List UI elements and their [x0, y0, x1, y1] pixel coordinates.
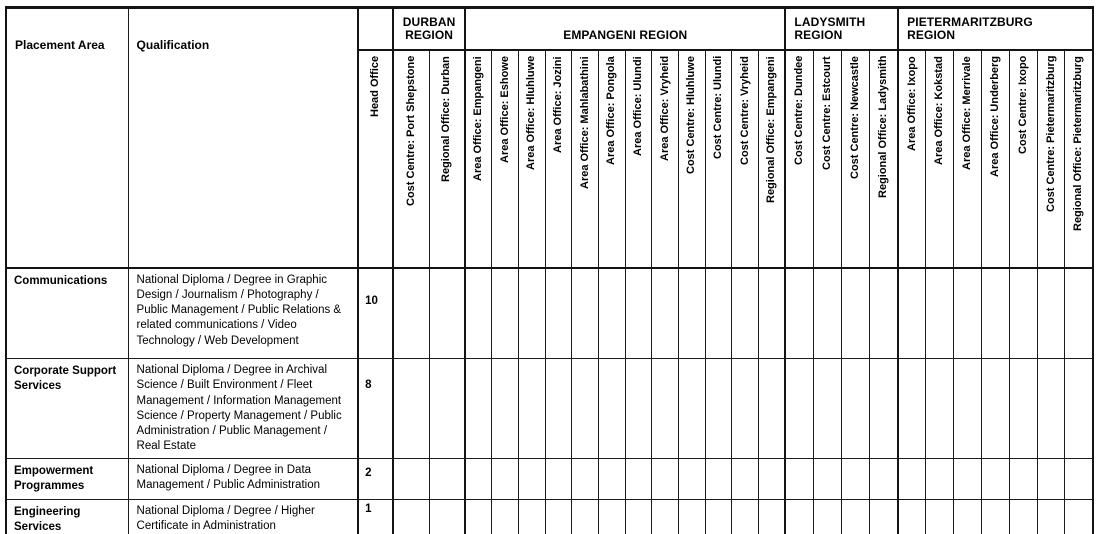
- grid-cell: [842, 268, 870, 359]
- rotated-label: Area Office: Vryheid: [658, 55, 671, 161]
- rotated-label: Cost Centre: Ixopo: [1016, 55, 1029, 154]
- grid-cell: [1037, 268, 1065, 359]
- grid-cell: [954, 268, 982, 359]
- office-column-header: [492, 50, 519, 268]
- office-column-header: [1009, 50, 1037, 268]
- grid-cell: [652, 359, 679, 459]
- grid-cell: [572, 359, 599, 459]
- grid-cell: [1037, 500, 1065, 534]
- grid-cell: [898, 359, 926, 459]
- grid-cell: [785, 359, 813, 459]
- rotated-label: Area Office: Merrivale: [961, 55, 974, 170]
- grid-cell: [625, 459, 652, 500]
- table-row: [6, 459, 1093, 500]
- grid-cell: [572, 500, 599, 534]
- grid-cell: [842, 459, 870, 500]
- grid-cell: [926, 500, 954, 534]
- office-column-header: [1037, 50, 1065, 268]
- grid-cell: [572, 268, 599, 359]
- grid-cell: [625, 359, 652, 459]
- grid-cell: [429, 500, 465, 534]
- office-column-header: [518, 50, 545, 268]
- grid-cell: [625, 268, 652, 359]
- grid-cell: [926, 459, 954, 500]
- grid-cell: [705, 459, 732, 500]
- grid-cell: [572, 459, 599, 500]
- office-column-header: [759, 50, 786, 268]
- office-column-header: [1065, 50, 1093, 268]
- rotated-label: Head Office: [369, 55, 382, 117]
- region-header-empangeni: [465, 8, 785, 50]
- office-column-header: [679, 50, 706, 268]
- grid-cell: [429, 359, 465, 459]
- rotated-label: Regional Office: Pietermaritzburg: [1072, 55, 1085, 231]
- grid-cell: [625, 500, 652, 534]
- grid-cell: [492, 500, 519, 534]
- grid-cell: [814, 500, 842, 534]
- rotated-label: Area Office: Kokstad: [933, 55, 946, 165]
- grid-cell: [518, 459, 545, 500]
- grid-cell: [954, 459, 982, 500]
- grid-cell: [518, 500, 545, 534]
- grid-cell: [954, 359, 982, 459]
- head-office-count-cell: 2: [358, 459, 393, 500]
- grid-cell: [465, 359, 492, 459]
- grid-cell: [599, 359, 626, 459]
- placement-table: [5, 6, 1094, 534]
- region-name-label: PIETERMARITZBURG REGION: [907, 14, 1033, 42]
- grid-cell: [785, 459, 813, 500]
- rotated-label: Area Office: Hluhluwe: [525, 55, 538, 170]
- grid-cell: [898, 459, 926, 500]
- rotated-label: Area Office: Empangeni: [472, 55, 485, 181]
- rotated-label: Regional Office: Empangeni: [765, 55, 778, 203]
- office-column-header: [982, 50, 1010, 268]
- grid-cell: [954, 500, 982, 534]
- grid-cell: [982, 500, 1010, 534]
- office-column-header: [572, 50, 599, 268]
- office-column-header: [652, 50, 679, 268]
- rotated-label: Area Office: Jozini: [552, 55, 564, 153]
- rotated-label: Cost Centre: Pietermaritzburg: [1044, 55, 1057, 212]
- grid-cell: [1037, 359, 1065, 459]
- placement-area-header: Placement Area: [6, 8, 128, 268]
- grid-cell: [982, 359, 1010, 459]
- qualification-cell: National Diploma / Degree in Archival Science / Built Environment / Fleet Management / Information Management Science / Property Management / Public Administration / Public Management / Real Estate: [128, 359, 358, 459]
- head-office-column-header: [358, 50, 393, 268]
- grid-cell: [1065, 268, 1093, 359]
- office-column-header: [465, 50, 492, 268]
- grid-cell: [545, 459, 572, 500]
- grid-cell: [465, 268, 492, 359]
- grid-cell: [429, 459, 465, 500]
- grid-cell: [898, 500, 926, 534]
- rotated-label: Cost Centre: Hluhluwe: [685, 55, 698, 174]
- grid-cell: [679, 459, 706, 500]
- grid-cell: [870, 459, 898, 500]
- table-row: [6, 359, 1093, 459]
- qualification-header: Qualification: [128, 8, 358, 268]
- office-column-header: [599, 50, 626, 268]
- rotated-label: Area Office: Mahlabathini: [578, 55, 591, 189]
- grid-cell: [465, 459, 492, 500]
- grid-cell: [393, 459, 429, 500]
- grid-cell: [393, 359, 429, 459]
- rotated-label: Regional Office: Durban: [440, 55, 453, 182]
- grid-cell: [898, 268, 926, 359]
- region-header-durban: [393, 8, 465, 50]
- grid-cell: [492, 268, 519, 359]
- grid-cell: [1065, 359, 1093, 459]
- rotated-label: Area Office: Underberg: [988, 55, 1001, 177]
- grid-cell: [492, 359, 519, 459]
- grid-cell: [393, 268, 429, 359]
- grid-cell: [759, 359, 786, 459]
- office-column-header: [545, 50, 572, 268]
- grid-cell: [759, 459, 786, 500]
- grid-cell: [870, 500, 898, 534]
- grid-cell: [518, 359, 545, 459]
- grid-cell: [982, 268, 1010, 359]
- grid-cell: [842, 500, 870, 534]
- placement-area-cell: Corporate Support Services: [6, 359, 128, 459]
- grid-cell: [429, 268, 465, 359]
- grid-cell: [599, 500, 626, 534]
- region-name-label: LADYSMITH REGION: [794, 14, 866, 42]
- grid-cell: [652, 459, 679, 500]
- grid-cell: [870, 359, 898, 459]
- office-column-header: [814, 50, 842, 268]
- office-column-header: [898, 50, 926, 268]
- head-office-count-cell: 1: [358, 500, 393, 534]
- grid-cell: [465, 500, 492, 534]
- region-header-ladysmith: [785, 8, 898, 50]
- grid-cell: [679, 268, 706, 359]
- office-column-header: [625, 50, 652, 268]
- grid-cell: [842, 359, 870, 459]
- placement-area-cell: Empowerment Programmes: [6, 459, 128, 500]
- grid-cell: [732, 268, 759, 359]
- grid-cell: [814, 459, 842, 500]
- grid-cell: [870, 268, 898, 359]
- office-column-header: [954, 50, 982, 268]
- rotated-label: Area Office: Ixopo: [905, 55, 918, 151]
- grid-cell: [705, 500, 732, 534]
- table-row: [6, 268, 1093, 359]
- rotated-label: Cost Centre: Estcourt: [821, 55, 834, 170]
- grid-cell: [1065, 500, 1093, 534]
- office-column-header: [705, 50, 732, 268]
- grid-cell: [652, 500, 679, 534]
- grid-cell: [545, 500, 572, 534]
- grid-cell: [732, 359, 759, 459]
- grid-cell: [599, 268, 626, 359]
- grid-cell: [518, 268, 545, 359]
- grid-cell: [545, 268, 572, 359]
- grid-cell: [1037, 459, 1065, 500]
- table-row: [6, 500, 1093, 534]
- rotated-label: Area Office: Eshowe: [498, 55, 511, 163]
- grid-cell: [492, 459, 519, 500]
- grid-cell: [705, 268, 732, 359]
- grid-cell: [732, 500, 759, 534]
- region-header-row: [6, 8, 1093, 50]
- region-name-label: EMPANGENI REGION: [563, 28, 688, 42]
- head-office-spacer-cell: [358, 8, 393, 50]
- qualification-cell: National Diploma / Degree in Graphic Design / Journalism / Photography / Public Management / Public Relations & related communications / Video Technology / Web Development: [128, 268, 358, 359]
- grid-cell: [982, 459, 1010, 500]
- rotated-label: Cost Centre: Dundee: [793, 55, 806, 165]
- qualification-cell: National Diploma / Degree / Higher Certificate in Administration: [128, 500, 358, 534]
- rotated-label: Cost Centre: Ulundi: [712, 55, 725, 159]
- grid-cell: [814, 359, 842, 459]
- grid-cell: [1009, 359, 1037, 459]
- grid-cell: [1009, 459, 1037, 500]
- office-column-header: [732, 50, 759, 268]
- office-column-header: [870, 50, 898, 268]
- rotated-label: Area Office: Pongola: [605, 55, 618, 165]
- grid-cell: [759, 500, 786, 534]
- grid-cell: [679, 500, 706, 534]
- grid-cell: [599, 459, 626, 500]
- grid-cell: [679, 359, 706, 459]
- rotated-label: Cost Centre: Vryheid: [738, 55, 751, 165]
- office-column-header: [429, 50, 465, 268]
- rotated-label: Regional Office: Ladysmith: [877, 55, 890, 198]
- rotated-label: Cost Centre: Port Shepstone: [404, 55, 417, 206]
- rotated-label: Cost Centre: Newcastle: [849, 55, 862, 179]
- grid-cell: [785, 268, 813, 359]
- office-column-header: [785, 50, 813, 268]
- office-column-header: [842, 50, 870, 268]
- region-header-pietermaritzburg: [898, 8, 1093, 50]
- grid-cell: [1009, 500, 1037, 534]
- qualification-cell: National Diploma / Degree in Data Management / Public Administration: [128, 459, 358, 500]
- grid-cell: [759, 268, 786, 359]
- head-office-count-cell: 8: [358, 359, 393, 459]
- placement-area-cell: Engineering Services: [6, 500, 128, 534]
- grid-cell: [926, 359, 954, 459]
- office-column-header: [926, 50, 954, 268]
- grid-cell: [545, 359, 572, 459]
- rotated-label: Area Office: Ulundi: [632, 55, 645, 156]
- grid-cell: [393, 500, 429, 534]
- grid-cell: [814, 268, 842, 359]
- office-column-header: [393, 50, 429, 268]
- placement-area-cell: Communications: [6, 268, 128, 359]
- grid-cell: [732, 459, 759, 500]
- grid-cell: [785, 500, 813, 534]
- grid-cell: [926, 268, 954, 359]
- grid-cell: [1065, 459, 1093, 500]
- grid-cell: [652, 268, 679, 359]
- region-name-label: DURBAN REGION: [402, 14, 456, 42]
- grid-cell: [705, 359, 732, 459]
- grid-cell: [1009, 268, 1037, 359]
- head-office-count-cell: 10: [358, 268, 393, 359]
